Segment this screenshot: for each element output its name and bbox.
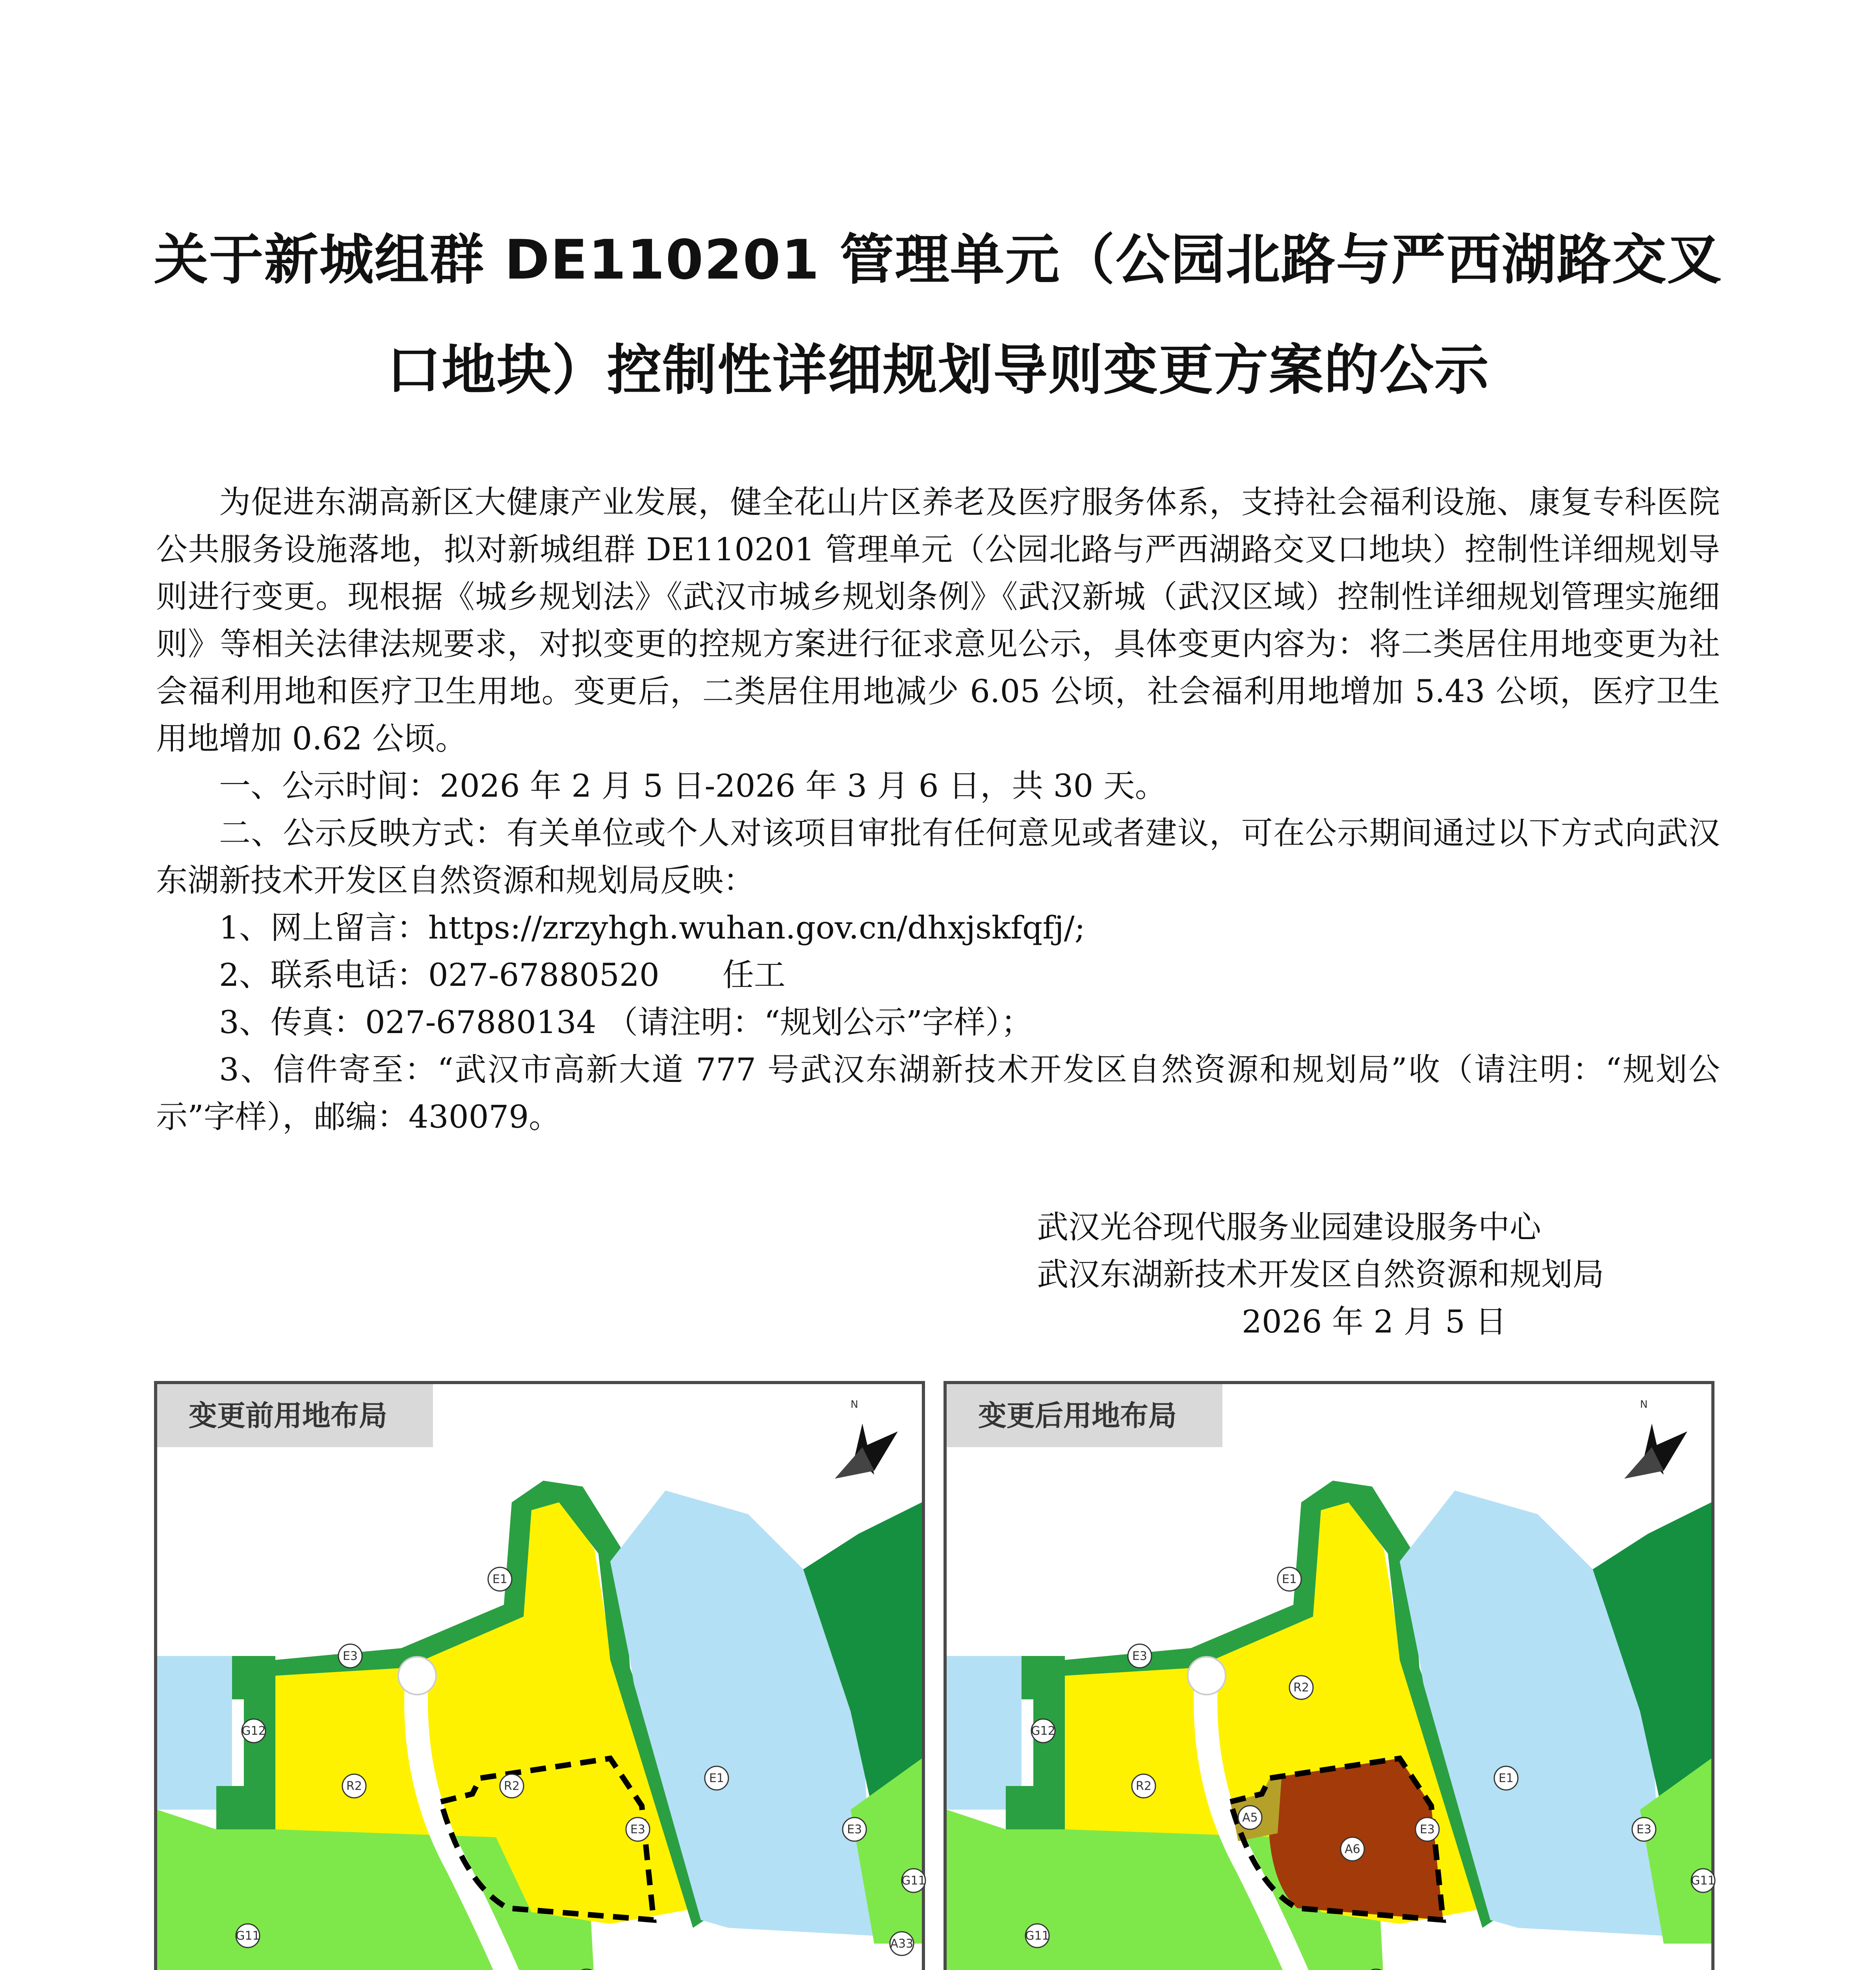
map-label: E3: [1636, 1823, 1652, 1836]
map-label: G11: [236, 1929, 260, 1943]
feedback-methods: 二、公示反映方式：有关单位或个人对该项目审批有任何意见或者建议，可在公示期间通过以下方式向武汉东湖新技术开发区自然资源和规划局反映：: [156, 815, 1720, 899]
map-label: R2: [1136, 1779, 1152, 1793]
signature-date: 2026 年 2 月 5 日: [1242, 1303, 1507, 1340]
map-before-title: 变更前用地布局: [157, 1384, 433, 1447]
signature-org2: 武汉东湖新技术开发区自然资源和规划局: [1037, 1256, 1604, 1293]
map-after-panel: [944, 1381, 1714, 1970]
fax: 3、传真：027-67880134 （请注明：“规划公示”字样）；: [219, 1004, 1033, 1041]
map-label: E3: [1419, 1823, 1435, 1836]
map-label: G11: [901, 1874, 926, 1888]
map-label: E1: [1282, 1572, 1297, 1586]
map-label: E3: [342, 1649, 358, 1663]
map-before-panel: [154, 1381, 925, 1970]
online-message: 1、网上留言：https://zrzyhgh.wuhan.gov.cn/dhxjskfqfj/;: [219, 909, 1085, 946]
contact-phone: 2、联系电话：027-67880520 任工: [219, 957, 786, 993]
map-before: [157, 1384, 926, 1970]
svg-text:N: N: [1640, 1399, 1648, 1411]
map-after-title: 变更后用地布局: [947, 1384, 1222, 1447]
map-label: E3: [1132, 1649, 1148, 1663]
map-label: G12: [1031, 1724, 1055, 1738]
map-label: R2: [1293, 1681, 1309, 1695]
map-label: R2: [346, 1779, 362, 1793]
map-label: G12: [241, 1724, 266, 1738]
map-label: E1: [492, 1572, 508, 1586]
map-label: R2: [504, 1779, 520, 1793]
map-label: A6: [1345, 1842, 1360, 1856]
map-label: E3: [847, 1823, 862, 1836]
map-label: G11: [1691, 1874, 1715, 1888]
map-label: E1: [709, 1771, 724, 1785]
map-label: E1: [1498, 1771, 1514, 1785]
document-title-line1: 关于新城组群 DE110201 管理单元（公园北路与严西湖路交叉: [154, 228, 1722, 292]
intro-paragraph: 为促进东湖高新区大健康产业发展，健全花山片区养老及医疗服务体系，支持社会福利设施、康复专科医院公共服务设施落地，拟对新城组群 DE110201 管理单元（公园北路与严西湖路交叉口地块）控制性详细规划导则进行变更。现根据《城乡规划法》《武汉市城乡规划条例》《武汉新城（武汉区域）控制性详细规划管理实施细则》等相关法律法规要求，对拟变更的控规方案进行征求意见公示，具体变更内容为：将二类居住用地变更为社会福利用地和医疗卫生用地。变更后，二类居住用地减少 6.05 公顷，社会福利用地增加 5.43 公顷，医疗卫生用地增加 0.62 公顷。: [156, 484, 1720, 757]
document-title-line2: 口地块）控制性详细规划导则变更方案的公示: [386, 338, 1490, 402]
road-turnaround: [398, 1657, 436, 1695]
signature-org1: 武汉光谷现代服务业园建设服务中心: [1037, 1209, 1541, 1245]
map-label: A5: [1242, 1811, 1258, 1825]
map-after: [947, 1384, 1715, 1970]
svg-text:N: N: [851, 1399, 858, 1411]
mail-address: 3、信件寄至：“武汉市高新大道 777 号武汉东湖新技术开发区自然资源和规划局”收（请注明：“规划公示”字样），邮编：430079。: [156, 1051, 1720, 1135]
map-label: A33: [890, 1937, 914, 1951]
notice-period: 一、公示时间：2026 年 2 月 5 日-2026 年 3 月 6 日，共 30 天。: [219, 768, 1166, 804]
map-label: E3: [630, 1823, 646, 1836]
map-label: G11: [1025, 1929, 1049, 1943]
